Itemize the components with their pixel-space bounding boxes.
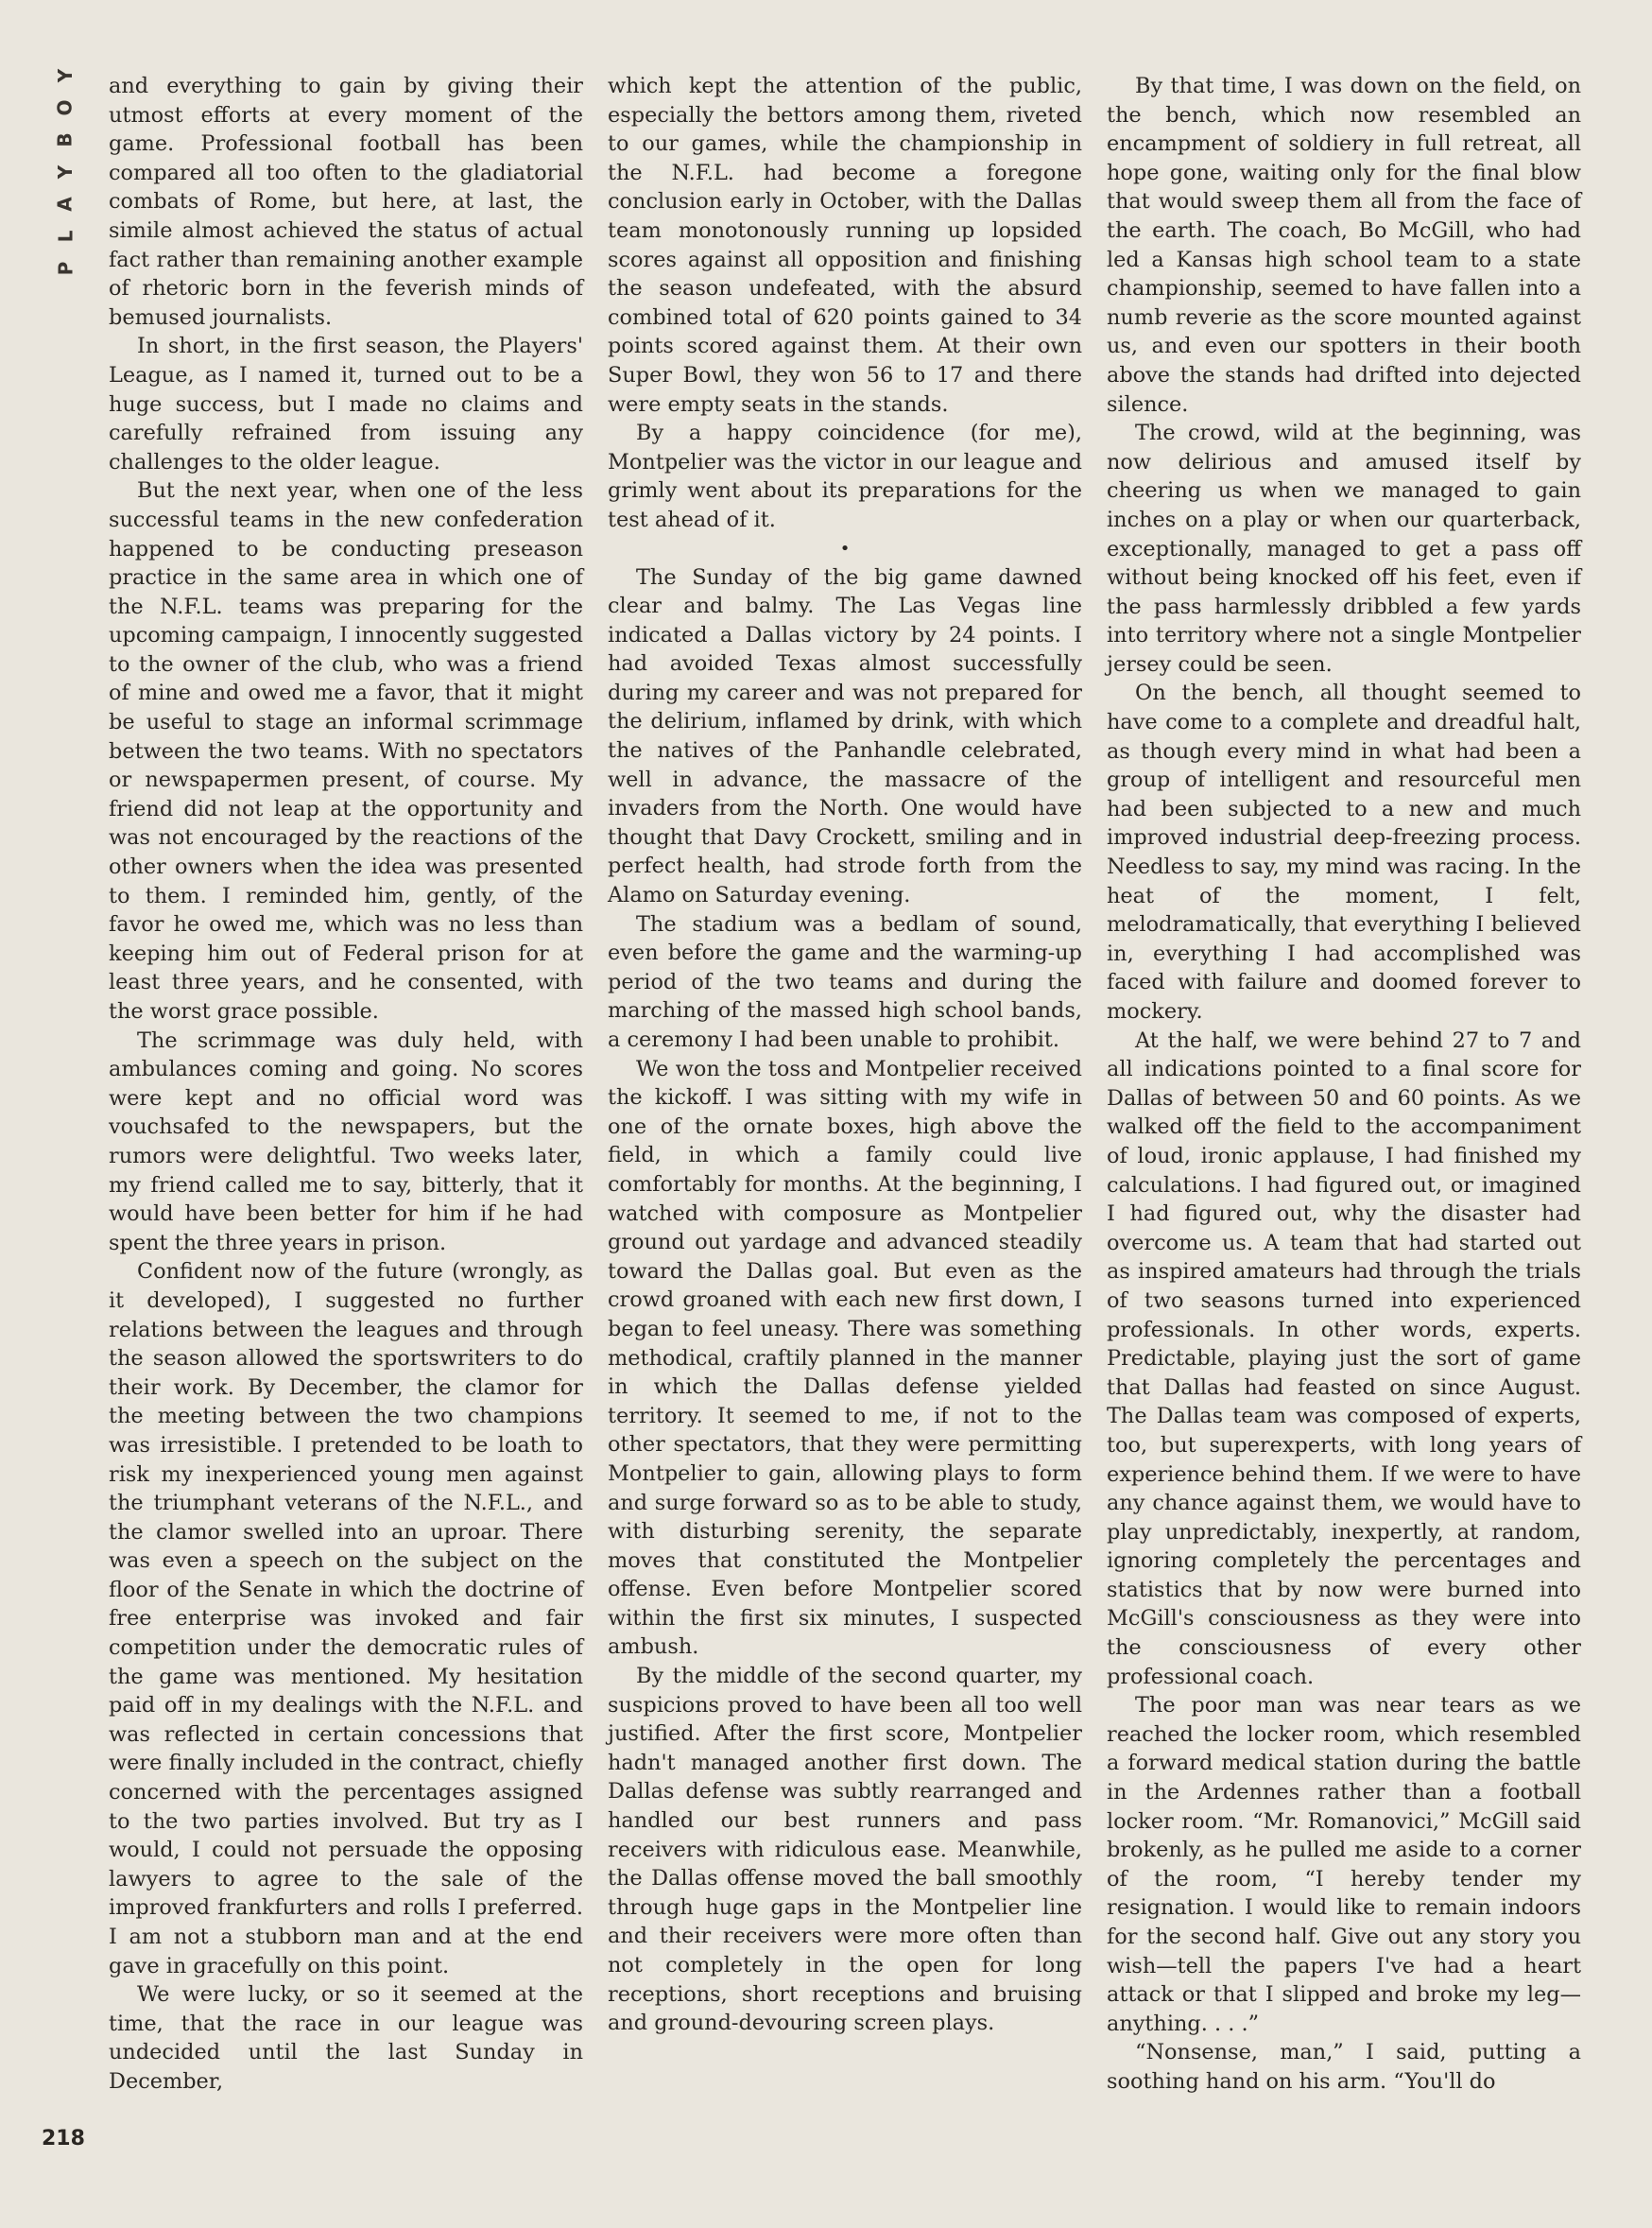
text-column-1	[109, 72, 583, 2097]
mag-letter: O	[53, 99, 77, 116]
paragraph: which kept the attention of the public, especially the bettors among them, riveted to our games, while the championship in the N.F.L. had become a foregone conclusion early in October, with the Dallas team monotonously running up lopsided scores against all opposition and finishing the season undefeated, with the absurd combined total of 620 points gained to 34 points scored against them. At their own Super Bowl, they won 56 to 17 and there were empty seats in the stands.	[608, 74, 1082, 417]
text-column-2	[608, 72, 1082, 2038]
paragraph: The Sunday of the big game dawned clear and balmy. The Las Vegas line indicated a Dallas victory by 24 points. I had avoided Texas almost successfully during my career and was not prepared for the delirium, inflamed by drink, with which the natives of the Panhandle celebrated, well in advance, the massacre of the invaders from the North. One would have thought that Davy Crockett, smiling and in perfect health, had strode forth from the Alamo on Saturday evening.	[608, 564, 1082, 908]
section-separator: •	[839, 538, 851, 559]
paragraph: The scrimmage was duly held, with ambulances coming and going. No scores were kept and no official word was vouchsafed to the newspapers, but the rumors were delightful. Two weeks later, my friend called me to say, bitterly, that it would have been better for him if he had spent the three years in prison.	[109, 1028, 583, 1255]
paragraph: But the next year, when one of the less successful teams in the new confederation happened to be conducting preseason practice in the same area in which one of the N.F.L. teams was preparing for the upcoming campaign, I innocently suggested to the owner of the club, who was a friend of mine and owed me a favor, that it might be useful to stage an informal scrimmage between the two teams. With no spectators or newspapermen present, of course. My friend did not leap at the opportunity and was not encouraged by the reactions of the other owners when the idea was presented to them. I reminded him, gently, of the favor he owed me, which was no less than keeping him out of Federal prison for at least three years, and he consented, with the worst grace possible.	[109, 478, 583, 1024]
page-number: 218	[42, 2127, 85, 2150]
paragraph: The poor man was near tears as we reached the locker room, which resembled a forward medical station during the battle in the Ardennes rather than a football locker room. “Mr. Romanovici,” McGill said brokenly, as he pulled me aside to a corner of the room, “I hereby tender my resignation. I would like to remain indoors for the second half. Give out any story you wish—tell the papers I've had a heart attack or that I slipped and broke my leg—anything. . . .”	[1107, 1693, 1581, 2036]
paragraph: The stadium was a bedlam of sound, even before the game and the warming-up period of the two teams and during the marching of the massed high school bands, a ceremony I had been unable to prohibit.	[608, 911, 1082, 1052]
paragraph: In short, in the first season, the Players' League, as I named it, turned out to be a huge success, but I made no claims and carefully refrained from issuing any challenges to the older league.	[109, 334, 583, 475]
paragraph: Confident now of the future (wrongly, as it developed), I suggested no further relations between the leagues and through the season allowed the sportswriters to do their work. By December, the clamor for the meeting between the two champions was irresistible. I pretended to be loath to risk my inexperienced young men against the triumphant veterans of the N.F.L., and the clamor swelled into an uproar. There was even a speech on the subject on the floor of the Senate in which the doctrine of free enterprise was invoked and fair competition under the democratic rules of the game was mentioned. My hesitation paid off in my dealings with the N.F.L. and was reflected in certain concessions that were finally included in the contract, chiefly concerned with the percentages assigned to the two parties involved. But try as I would, I could not persuade the opposing lawyers to agree to the sale of the improved frankfurters and rolls I preferred. I am not a stubborn man and at the end gave in gracefully on this point.	[109, 1259, 583, 1978]
paragraph: By that time, I was down on the field, on the bench, which now resembled an encampment of soldiery in full retreat, all hope gone, waiting only for the final blow that would sweep them all from the face of the earth. The coach, Bo McGill, who had led a Kansas high school team to a state championship, seemed to have fallen into a numb reverie as the score mounted against us, and even our spotters in their booth above the stands had drifted into dejected silence.	[1107, 74, 1581, 417]
magazine-name-vertical	[53, 66, 77, 278]
mag-letter: Y	[53, 164, 77, 180]
paragraph: and everything to gain by giving their utmost efforts at every moment of the game. Professional football has been compared all too often to the gladiatorial combats of Rome, but here, at last, the simile almost achieved the status of actual fact rather than remaining another example of rhetoric born in the feverish minds of bemused journalists.	[109, 74, 583, 330]
mag-letter: P	[53, 261, 77, 276]
text-column-3	[1107, 72, 1581, 2097]
paragraph: On the bench, all thought seemed to have come to a complete and dreadful halt, as though every mind in what had been a group of intelligent and resourceful men had been subjected to a new and much improved industrial deep-freezing process. Needless to say, my mind was racing. In the heat of the moment, I felt, melodramatically, that everything I believed in, everything I had accomplished was faced with failure and doomed forever to mockery.	[1107, 681, 1581, 1024]
mag-letter: Y	[53, 68, 77, 83]
paragraph: At the half, we were behind 27 to 7 and all indications pointed to a final score for Dallas of between 50 and 60 points. As we walked off the field to the accompaniment of loud, ironic applause, I had finished my calculations. I had figured out, or imagined I had figured out, why the disaster had overcome us. A team that had started out as inspired amateurs had through the trials of two seasons turned into experienced professionals. In other words, experts. Predictable, playing just the sort of game that Dallas had feasted on since August. The Dallas team was composed of experts, too, but superexperts, with long years of experience behind them. If we were to have any chance against them, we would have to play unpredictably, inexpertly, at random, ignoring completely the percentages and statistics that by now were burned into McGill's consciousness as they were into the consciousness of every other professional coach.	[1107, 1028, 1581, 1689]
paragraph: The crowd, wild at the beginning, was now delirious and amused itself by cheering us when we managed to gain inches on a play or when our quarterback, exceptionally, managed to get a pass off without being knocked off his feet, even if the pass harmlessly dribbled a few yards into territory where not a single Montpelier jersey could be seen.	[1107, 421, 1581, 677]
mag-letter: B	[54, 132, 77, 147]
paragraph: “Nonsense, man,” I said, putting a soothing hand on his arm. “You'll do	[1107, 2040, 1581, 2094]
mag-letter: A	[53, 197, 77, 212]
paragraph: We were lucky, or so it seemed at the time, that the race in our league was undecided until the last Sunday in December,	[109, 1982, 583, 2094]
paragraph: By the middle of the second quarter, my suspicions proved to have been all too well justified. After the first score, Montpelier hadn't managed another first down. The Dallas defense was subtly rearranged and handled our best runners and pass receivers with ridiculous ease. Meanwhile, the Dallas offense moved the ball smoothly through huge gaps in the Montpelier line and their receivers were more often than not completely in the open for long receptions, short receptions and bruising and ground-devouring screen plays.	[608, 1664, 1082, 2036]
paragraph: We won the toss and Montpelier received the kickoff. I was sitting with my wife in one of the ornate boxes, high above the field, in which a family could live comfortably for months. At the beginning, I watched with composure as Montpelier ground out yardage and advanced steadily toward the Dallas goal. But even as the crowd groaned with each new first down, I began to feel uneasy. There was something methodical, craftily planned in the manner in which the Dallas defense yielded territory. It seemed to me, if not to the other spectators, that they were permitting Montpelier to gain, allowing plays to form and surge forward so as to be able to study, with disturbing serenity, the separate moves that constituted the Montpelier offense. Even before Montpelier scored within the first six minutes, I suspected ambush.	[608, 1056, 1082, 1660]
paragraph: By a happy coincidence (for me), Montpelier was the victor in our league and grimly went about its preparations for the test ahead of it.	[608, 421, 1082, 532]
mag-letter: L	[54, 230, 77, 243]
